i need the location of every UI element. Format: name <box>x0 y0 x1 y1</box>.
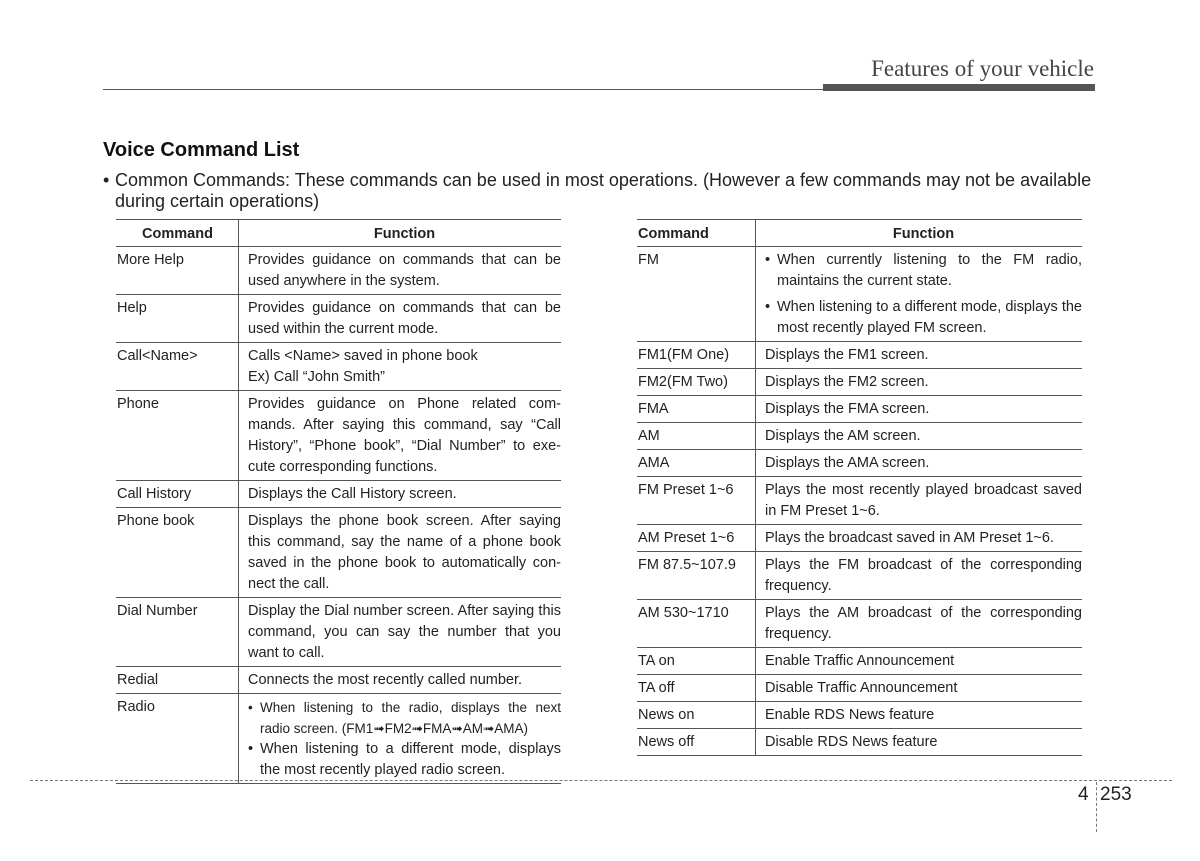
table-row <box>637 552 1082 600</box>
command-cell: FMA <box>637 396 756 423</box>
command-table-right <box>637 219 1082 756</box>
table-row <box>637 477 1082 525</box>
table-row <box>637 342 1082 369</box>
function-cell: Disable Traffic Announcement <box>756 675 1083 702</box>
command-cell: Redial <box>116 667 239 694</box>
command-cell: More Help <box>116 247 239 295</box>
table-row <box>116 508 561 598</box>
function-cell: Displays the FMA screen. <box>756 396 1083 423</box>
header-bar <box>823 84 1095 91</box>
column-header-command: Command <box>637 220 756 247</box>
command-cell: Phone book <box>116 508 239 598</box>
command-cell: News on <box>637 702 756 729</box>
command-table-left <box>116 219 561 784</box>
function-cell: Plays the most recently played broadcast saved in FM Preset 1~6. <box>756 477 1083 525</box>
page-number: 253 <box>1100 784 1132 805</box>
function-line: Ex) Call “John Smith” <box>248 369 385 385</box>
table-header-row <box>637 220 1082 247</box>
table-row <box>637 369 1082 396</box>
table-row <box>637 423 1082 450</box>
command-cell: Help <box>116 295 239 343</box>
table-row <box>116 343 561 391</box>
column-header-function: Function <box>239 220 562 247</box>
function-cell: Provides guidance on commands that can be used anywhere in the system. <box>239 247 562 295</box>
function-cell: Plays the FM broadcast of the corresponding frequency. <box>756 552 1083 600</box>
command-cell: TA on <box>637 648 756 675</box>
command-cell: Phone <box>116 391 239 481</box>
table-row <box>637 396 1082 423</box>
function-cell: Enable Traffic Announcement <box>756 648 1083 675</box>
function-cell <box>756 247 1083 342</box>
function-line: Calls <Name> saved in phone book <box>248 348 478 364</box>
command-cell: Call History <box>116 481 239 508</box>
function-cell: Provides guidance on commands that can be used within the current mode. <box>239 295 562 343</box>
command-cell: AMA <box>637 450 756 477</box>
command-cell: Radio <box>116 694 239 784</box>
table-row <box>637 525 1082 552</box>
column-header-command: Command <box>116 220 239 247</box>
command-cell: FM <box>637 247 756 342</box>
command-cell: FM2(FM Two) <box>637 369 756 396</box>
command-cell: FM1(FM One) <box>637 342 756 369</box>
table-row <box>116 247 561 295</box>
function-bullet: • When currently listening to the FM radio, maintains the current state. <box>765 250 1082 292</box>
command-cell: AM Preset 1~6 <box>637 525 756 552</box>
command-cell: FM Preset 1~6 <box>637 477 756 525</box>
footer-dashed-rule <box>30 780 1172 781</box>
footer-dashed-divider <box>1096 782 1097 832</box>
function-cell <box>239 343 562 391</box>
command-cell: Call<Name> <box>116 343 239 391</box>
function-cell: Provides guidance on Phone related com-mands. After saying this command, say “Call History”, “Phone book”, “Dial Number” to exe-cute corresponding functions. <box>239 391 562 481</box>
table-header-row <box>116 220 561 247</box>
function-cell: Displays the phone book screen. After saying this command, say the name of a phone book saved in the phone book to automatically con-nect the call. <box>239 508 562 598</box>
table-row <box>637 450 1082 477</box>
function-cell: Plays the AM broadcast of the corresponding frequency. <box>756 600 1083 648</box>
table-row <box>116 295 561 343</box>
command-cell: TA off <box>637 675 756 702</box>
command-cell: AM 530~1710 <box>637 600 756 648</box>
bullet-glyph: • <box>103 170 110 190</box>
function-cell: Connects the most recently called number. <box>239 667 562 694</box>
table-row <box>637 729 1082 756</box>
table-row <box>116 391 561 481</box>
function-cell: Displays the FM2 screen. <box>756 369 1083 396</box>
function-cell: Displays the Call History screen. <box>239 481 562 508</box>
function-cell: Display the Dial number screen. After saying this command, you can say the number that you want to call. <box>239 598 562 667</box>
command-cell: News off <box>637 729 756 756</box>
page-title: Voice Command List <box>103 139 300 161</box>
function-cell: Disable RDS News feature <box>756 729 1083 756</box>
table-row <box>637 648 1082 675</box>
function-cell <box>239 694 562 784</box>
function-bullet: • When listening to a different mode, displays the most recently played radio screen. <box>248 739 561 781</box>
table-row <box>116 667 561 694</box>
function-cell: Enable RDS News feature <box>756 702 1083 729</box>
command-cell: FM 87.5~107.9 <box>637 552 756 600</box>
table-row <box>116 598 561 667</box>
table-row <box>637 247 1082 342</box>
function-cell: Displays the AM screen. <box>756 423 1083 450</box>
function-cell: Displays the AMA screen. <box>756 450 1083 477</box>
function-bullet: • When listening to the radio, displays the next radio screen. (FM1➟FM2➟FMA➟AM➟AMA) <box>248 697 561 739</box>
command-cell: Dial Number <box>116 598 239 667</box>
function-bullet: • When listening to a different mode, displays the most recently played FM screen. <box>765 297 1082 339</box>
command-cell: AM <box>637 423 756 450</box>
table-row <box>637 600 1082 648</box>
intro-text: Common Commands: These commands can be used in most operations. (However a few commands may not be available during certain operations) <box>115 170 1092 211</box>
running-header: Features of your vehicle <box>871 56 1094 81</box>
column-header-function: Function <box>756 220 1083 247</box>
function-cell: Displays the FM1 screen. <box>756 342 1083 369</box>
table-row <box>116 481 561 508</box>
table-row <box>116 694 561 784</box>
table-row <box>637 702 1082 729</box>
chapter-number: 4 <box>1078 784 1089 805</box>
intro-paragraph <box>103 170 1095 212</box>
function-cell: Plays the broadcast saved in AM Preset 1~6. <box>756 525 1083 552</box>
table-row <box>637 675 1082 702</box>
